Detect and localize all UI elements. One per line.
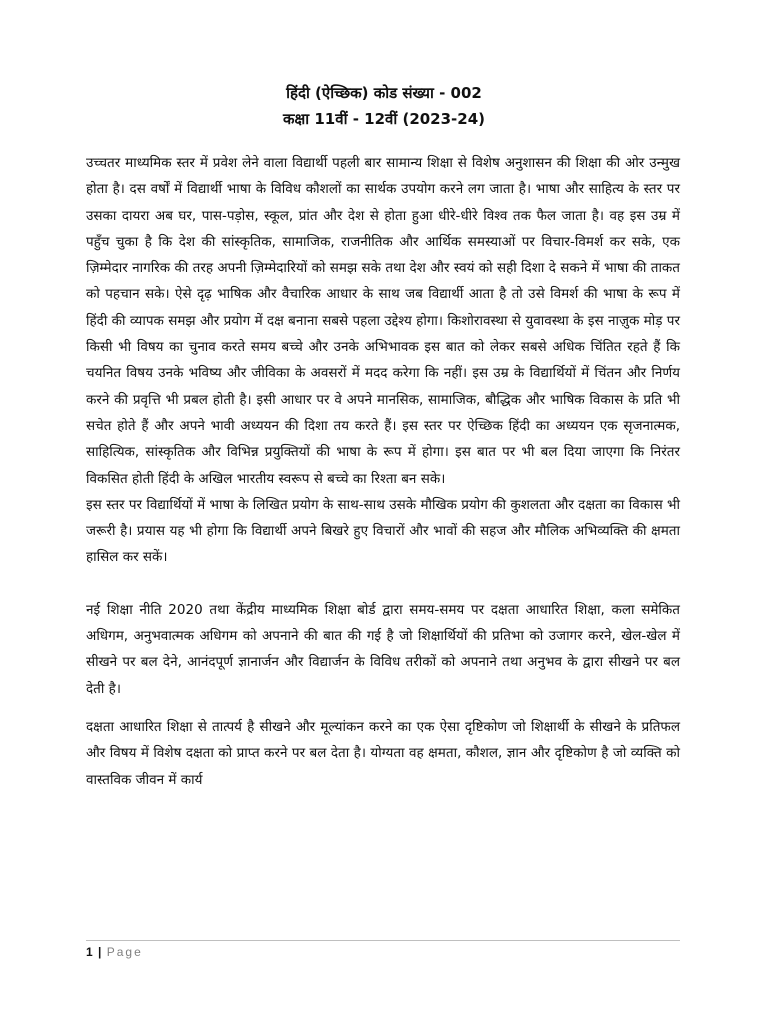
page-footer [86, 940, 680, 959]
page-number: 1 [86, 945, 93, 959]
paragraph-competency-education: दक्षता आधारित शिक्षा से तात्पर्य है सीखने और मूल्यांकन करने का एक ऐसा दृष्टिकोण जो शिक्षार्थी के सीखने के प्रतिफल और विषय में विशेष दक्षता को प्राप्त करने पर बल देता है। योग्यता वह क्षमता, कौशल, ज्ञान और दृष्टिकोण है जो व्यक्ति को वास्तविक जीवन में कार्य [86, 718, 680, 788]
paragraph-intro: उच्चतर माध्यमिक स्तर में प्रवेश लेने वाला विद्यार्थी पहली बार सामान्य शिक्षा से विशेष अनुशासन की शिक्षा की ओर उन्मुख होता है। दस वर्षों में विद्यार्थी भाषा के विविध कौशलों का सार्थक उपयोग करने लग जाता है। भाषा और साहित्य के स्तर पर उसका दायरा अब घर, पास-पड़ोस, स्कूल, प्रांत और देश से होता हुआ धीरे-धीरे विश्व तक फैल जाता है। वह इस उम्र में पहुँच चुका है कि देश की सांस्कृतिक, सामाजिक, राजनीतिक और आर्थिक समस्याओं पर विचार-विमर्श कर सके, एक ज़िम्मेदार नागरिक की तरह अपनी ज़िम्मेदारियों को समझ सके तथा देश और स्वयं को सही दिशा दे सकने में भाषा की ताकत को पहचान सके। ऐसे दृढ़ भाषिक और वैचारिक आधार के साथ जब विद्यार्थी आता है तो उसे विमर्श की भाषा के रूप में हिंदी की व्यापक समझ और प्रयोग में दक्ष बनाना सबसे पहला उद्देश्य होगा। किशोरावस्था से युवावस्था के इस नाज़ुक मोड़ पर किसी भी विषय का चुनाव करते समय बच्चे और उनके अभिभावक इस बात को लेकर सबसे अधिक चिंतित रहते हैं कि चयनित विषय उनके भविष्य और जीविका के अवसरों में मदद करेगा कि नहीं। इस उम्र के विद्यार्थियों में चिंतन और निर्णय करने की प्रवृत्ति भी प्रबल होती है। इसी आधार पर वे अपने मानसिक, सामाजिक, बौद्धिक और भाषिक विकास के प्रति भी सचेत होते हैं और अपने भावी अध्ययन की दिशा तय करते हैं। इस स्तर पर ऐच्छिक हिंदी का अध्ययन एक सृजनात्मक, साहित्यिक, सांस्कृतिक और विभिन्न प्रयुक्तियों की भाषा के रूप में होगा। इस बात पर भी बल दिया जाएगा कि निरंतर विकसित होती हिंदी के अखिल भारतीय स्वरूप से बच्चे का रिश्ता बन सके। [86, 155, 680, 487]
footer-separator: | [98, 945, 102, 959]
document-header [0, 80, 768, 132]
paragraph-oral-skills: इस स्तर पर विद्यार्थियों में भाषा के लिखित प्रयोग के साथ-साथ उसके मौखिक प्रयोग की कुशलता और दक्षता का विकास भी जरूरी है। प्रयास यह भी होगा कि विद्यार्थी अपने बिखरे हुए विचारों और भावों की सहज और मौलिक अभिव्यक्ति की क्षमता हासिल कर सकें। [86, 496, 680, 566]
paragraph-education-policy: नई शिक्षा नीति 2020 तथा केंद्रीय माध्यमिक शिक्षा बोर्ड द्वारा समय-समय पर दक्षता आधारित शिक्षा, कला समेकित अधिगम, अनुभवात्मक अधिगम को अपनाने की बात की गई है जो शिक्षार्थियों की प्रतिभा को उजागर करने, खेल-खेल में सीखने पर बल देने, आनंदपूर्ण ज्ञानार्जन और विद्यार्जन के विविध तरीकों को अपनाने तथा अनुभव के द्वारा सीखने पर बल देती है। [86, 601, 680, 697]
document-title: हिंदी (ऐच्छिक) कोड संख्या - 002 [286, 84, 482, 102]
document-subtitle: कक्षा 11वीं - 12वीं (2023-24) [282, 110, 486, 128]
page-label: Page [106, 945, 143, 959]
document-body [86, 150, 680, 793]
